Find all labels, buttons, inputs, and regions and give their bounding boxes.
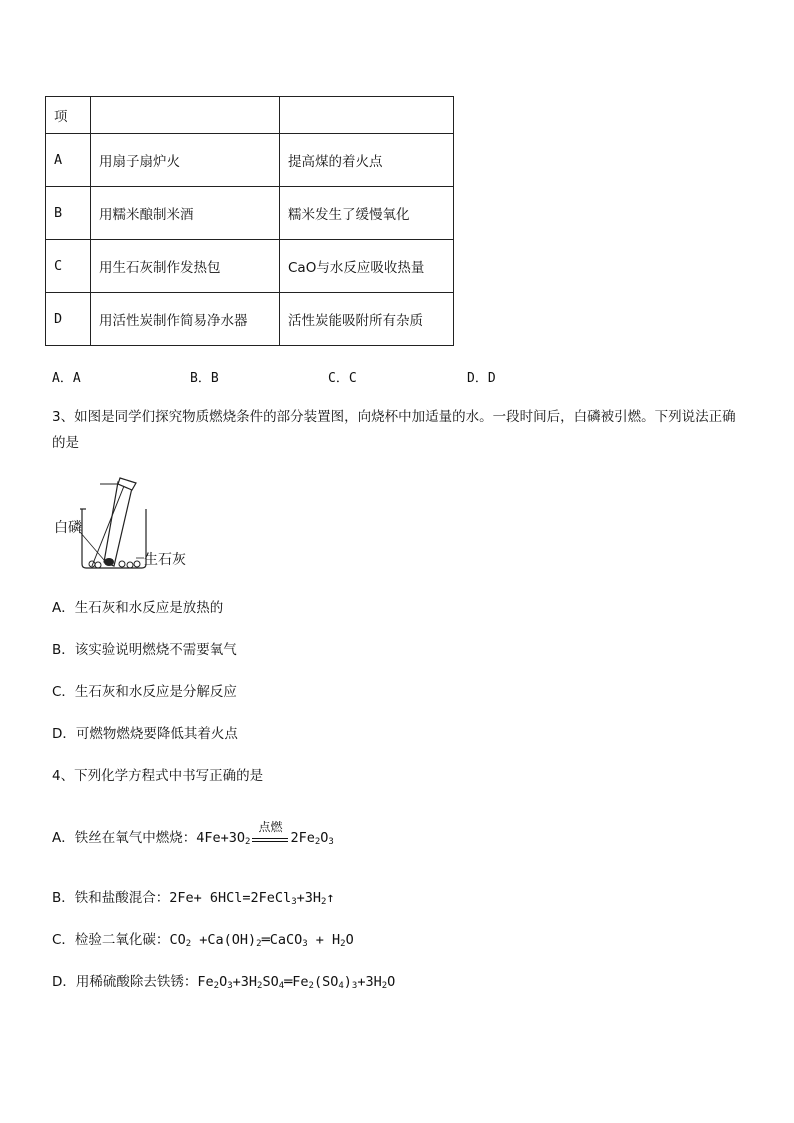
quicklime-grain xyxy=(134,561,140,567)
equation: $CO_2$ $+Ca(OH)_2═CaCO_3 + H_2O$ xyxy=(169,932,354,949)
equation: $2Fe+ 6HCl=2FeCl_3+3H_2↑$ xyxy=(169,890,335,907)
table-header-row xyxy=(46,97,454,134)
row-action: 用生石灰制作发热包 xyxy=(91,240,280,293)
reaction-condition: 点燃 xyxy=(252,836,288,842)
table-row xyxy=(46,240,454,293)
quicklime-grain xyxy=(119,561,125,567)
q3-option-d[interactable]: D．可燃物燃烧要降低其着火点 xyxy=(52,726,238,742)
option-prefix: C．检验二氧化碳： xyxy=(52,932,170,948)
q3-figure xyxy=(52,474,202,574)
option-prefix: A．铁丝在氧气中燃烧： xyxy=(52,830,197,846)
row-action: 用活性炭制作简易净水器 xyxy=(91,293,280,346)
test-tube xyxy=(104,482,132,566)
row-action: 用扇子扇炉火 xyxy=(91,134,280,187)
q4-stem: 4、下列化学方程式中书写正确的是 xyxy=(52,768,264,784)
row-reason: 糯米发生了缓慢氧化 xyxy=(280,187,454,240)
table-row xyxy=(46,293,454,346)
equation-rhs: $2Fe_2O_3$ xyxy=(290,830,334,847)
beaker-tube-diagram xyxy=(52,474,202,574)
q3-stem: 3、如图是同学们探究物质燃烧条件的部分装置图，向烧杯中加适量的水。一段时间后，白磷被引燃。下列说法正确的是 xyxy=(52,409,736,451)
q4-option-b[interactable] xyxy=(52,886,335,907)
label-white-phosphorus: 白磷 xyxy=(54,520,82,536)
row-label: D xyxy=(46,293,91,346)
table-row xyxy=(46,134,454,187)
header-cell: 项 xyxy=(46,97,91,134)
white-phosphorus-blob xyxy=(104,558,114,566)
q3-option-b[interactable]: B．该实验说明燃烧不需要氧气 xyxy=(52,642,237,658)
q3-option-a[interactable]: A．生石灰和水反应是放热的 xyxy=(52,600,224,616)
row-label: C xyxy=(46,240,91,293)
choice-b[interactable]: B．B xyxy=(190,371,219,386)
equation: $Fe_2O_3+3H_2SO_4═Fe_2(SO_4)_3+3H_2O$ xyxy=(197,974,396,991)
option-prefix: B．铁和盐酸混合： xyxy=(52,890,170,906)
row-action: 用糯米酿制米酒 xyxy=(91,187,280,240)
choice-a[interactable]: A．A xyxy=(52,371,81,386)
row-reason: 提高煤的着火点 xyxy=(280,134,454,187)
row-label: B xyxy=(46,187,91,240)
quicklime-grain xyxy=(127,562,133,568)
choice-c[interactable]: C．C xyxy=(328,371,357,386)
quicklime-grain xyxy=(89,561,95,567)
q4-option-a[interactable] xyxy=(52,820,334,847)
q3-option-c[interactable]: C．生石灰和水反应是分解反应 xyxy=(52,684,237,700)
option-prefix: D．用稀硫酸除去铁锈： xyxy=(52,974,198,990)
row-label: A xyxy=(46,134,91,187)
choice-d[interactable]: D．D xyxy=(467,371,496,386)
table-row xyxy=(46,187,454,240)
q2-table xyxy=(45,96,454,346)
quicklime-grain xyxy=(95,562,101,568)
label-quicklime: 生石灰 xyxy=(144,552,186,568)
row-reason: CaO与水反应吸收热量 xyxy=(280,240,454,293)
q4-option-c[interactable] xyxy=(52,928,354,949)
header-cell xyxy=(280,97,454,134)
row-reason: 活性炭能吸附所有杂质 xyxy=(280,293,454,346)
q4-option-d[interactable] xyxy=(52,970,395,991)
header-cell xyxy=(91,97,280,134)
equation-lhs: $4Fe+3O_2$ xyxy=(196,830,251,847)
